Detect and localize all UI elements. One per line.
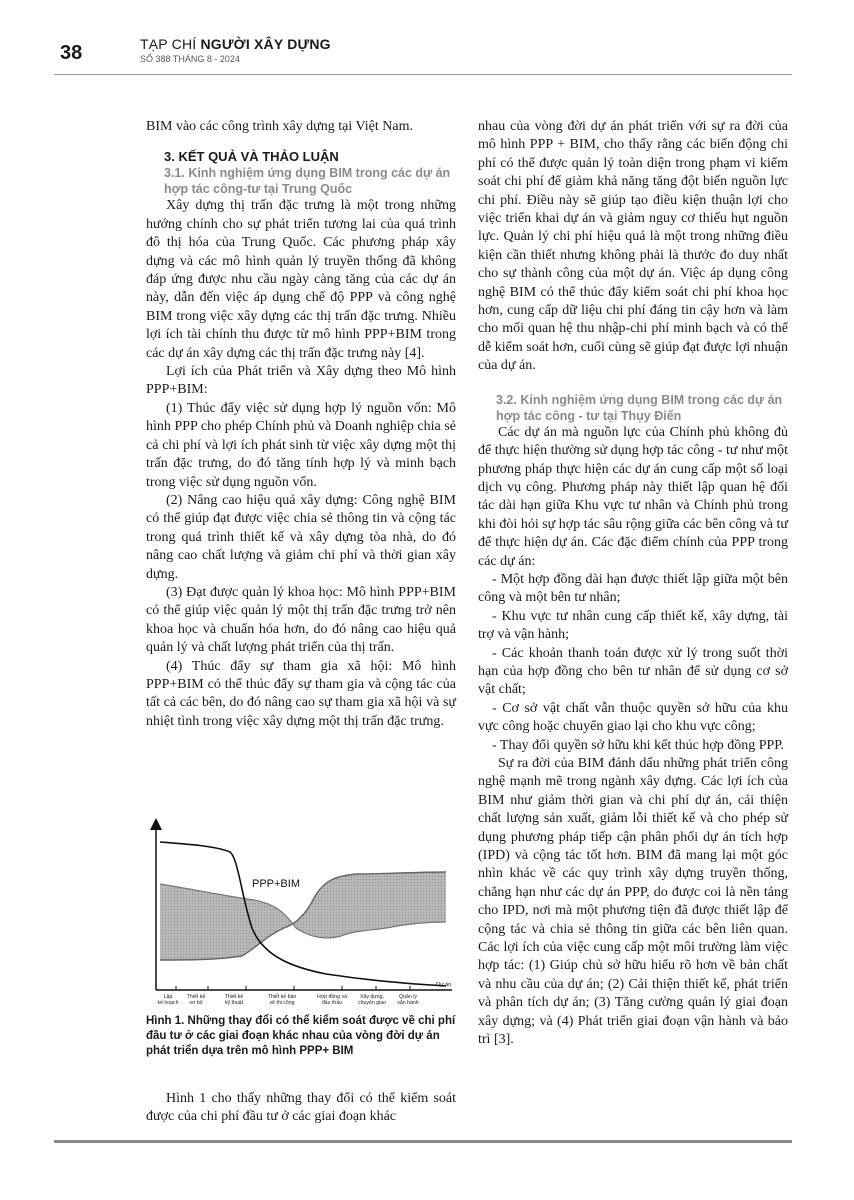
ppp-bim-label: PPP+BIM [252,878,300,890]
paragraph: (4) Thúc đẩy sự tham gia xã hội: Mô hình PPP+BIM có thể thúc đẩy sự tham gia và cộng tác của tất cả các bên, do đó nâng cao sự tham gia xã hội và sự nhiệt tình trong việc xây dựng một thị trấn đặc trưng. [146,658,456,729]
stage-label-4-a: Thiết kế bản [267,994,297,1000]
stage-label-5-b: đấu thầu [321,1000,343,1006]
figure-1 [146,818,458,1010]
stage-label-1-b: kế hoạch [157,1000,179,1006]
paragraph: Lợi ích của Phát triển và Xây dựng theo Mô hình PPP+BIM: [146,364,456,398]
paragraph: (2) Nâng cao hiệu quả xây dựng: Công nghệ BIM có thể giúp đạt được việc chia sẻ thông tin và cộng tác trong quá trình thiết kế và xây dựng tòa nhà, do đó nâng cao chất lượng và giảm chi phí và thời gian xây dựng. [146,492,456,582]
subsection-heading-2: 3.2. Kinh nghiệm ứng dụng BIM trong các dự án hợp tác công - tư tại Thụy Điển [496,392,783,423]
paragraph: Hình 1 cho thấy những thay đổi có thể kiểm soát được của chi phí đầu tư ở các giai đoạn khác [146,1091,456,1125]
paragraph: (3) Đạt được quản lý khoa học: Mô hình PPP+BIM có thể giúp việc quản lý một thị trấn đặc trưng trở nên khoa học và chuẩn hóa hơn, do đó nâng cao hiệu quả quản lý và chất lượng phát triển của thị trấn. [146,584,456,656]
footer-divider [54,1140,792,1143]
after-figure-text [146,1090,456,1127]
right-column [478,118,788,1050]
stage-label-2-b: sơ bộ [189,1000,203,1006]
paragraph: Các dự án mà nguồn lực của Chính phủ không đủ để thực hiện thường sử dụng hợp tác công - tư như một phương pháp thực hiện các dự án cung cấp một số loại dịch vụ công. Phương pháp này thiết lập quan hệ đối tác dài hạn giữa Khu vực tư nhân và Chính phủ trong khi đòi hỏi sự hợp tác sâu rộng giữa các bên công và tư để thực hiện dự án. Các đặc điểm chính của PPP trong các dự án: [478,424,788,569]
magazine-title [140,36,331,52]
section-heading: 3. KẾT QUẢ VÀ THẢO LUẬN [164,149,339,165]
list-item: - Cơ sở vật chất vẫn thuộc quyền sở hữu của khu vực công hoặc chuyển giao lại cho khu vực công; [478,700,788,735]
stage-label-5-a: Hợp đồng và [317,994,347,1000]
intro-line: BIM vào các công trình xây dựng tại Việt Nam. [146,119,413,134]
stage-label-1-a: Lập [163,994,173,1000]
stage-label-3-a: Thiết kế [224,994,244,1000]
stage-labels [157,994,418,1006]
list-item: - Các khoản thanh toán được xử lý trong suốt thời hạn của hợp đồng cho bên tư nhân để sử dụng cơ sở vật chất; [478,645,788,698]
stage-label-2-a: Thiết kế [186,994,206,1000]
paragraph: Sự ra đời của BIM đánh dấu những phát triển công nghệ mạnh mẽ trong ngành xây dựng. Các lợi ích của BIM như giảm thời gian và chi phí dự án, cải thiện chất lượng sản xuất, giảm lỗi thiết kế và cho phép sử dụng phương pháp tiếp cận phân phối dự án tích hợp (IPD) và cộng tác tốt hơn. BIM đã mang lại một góc nhìn khác về các quy trình xây dựng truyền thống, chẳng hạn như các dự án PPP, do được coi là nền tảng cho IPD, nơi mà một phương tiện đã được thiết lập để cộng tác và chia sẻ thông tin giữa các bên liên quan. Các lợi ích của việc cung cấp một môi trường làm việc hợp tác: (1) Giúp chủ sở hữu hiểu rõ hơn về bản chất và nhu cầu của dự án; (2) Cải thiện thiết kế, phát triển và phân tích dự án; (3) Tăng cường quản lý giai đoạn xây dựng; và (4) Phát triển giai đoạn vận hành và bảo trì [3]. [478,756,788,1048]
paragraph: Xây dựng thị trấn đặc trưng là một trong những hướng chính cho sự phát triển tương lai của quá trình đô thị hóa của Trung Quốc. Các phương pháp xây dựng và các mô hình quản lý truyền thống đã không đáp ứng được nhu cầu ngày càng tăng của các dự án này, dẫn đến việc áp dụng chế độ PPP và công nghệ BIM trong việc xây dựng các thị trấn đặc trưng. Nhiều lợi ích tài chính thu được từ mô hình PPP+BIM trong các dự án xây dựng các thị trấn đặc trưng này [4]. [146,198,456,361]
issue-info: SỐ 388 THÁNG 8 - 2024 [140,54,240,64]
paragraph: (1) Thúc đẩy việc sử dụng hợp lý nguồn vốn: Mô hình PPP cho phép Chính phủ và Doanh nghiệp chia sẻ cả chi phí và lợi ích phát sinh từ việc xây dựng một thị trấn đặc trưng, do đó tăng tính hợp lý và minh bạch trong việc sử dụng nguồn vốn. [146,400,456,490]
cost-lifecycle-diagram [146,818,458,1010]
magazine-name: NGƯỜI XÂY DỰNG [200,36,331,52]
list-item: - Khu vực tư nhân cung cấp thiết kế, xây dựng, tài trợ và vận hành; [478,608,788,643]
masthead [140,36,331,64]
subsection-heading-1: 3.1. Kinh nghiệm ứng dụng BIM trong các dự án hợp tác công-tư tại Trung Quốc [164,166,451,197]
stage-label-4-b: vẽ thi công [269,1000,295,1006]
list-item: - Thay đổi quyền sở hữu khi kết thúc hợp đồng PPP. [492,737,785,753]
shaded-band [160,872,446,960]
x-axis-label: Dự án [436,982,452,988]
figure-caption: Hình 1. Những thay đổi có thể kiểm soát được về chi phí đầu tư ở các giai đoạn khác nhau của vòng đời dự án phát triển dựa trên mô hình PPP+ BIM [146,1015,456,1057]
magazine-prefix: TẠP CHÍ [140,36,197,52]
stage-label-6-b: chuyển giao [358,1000,386,1006]
paragraph: nhau của vòng đời dự án phát triển với sự ra đời của mô hình PPP + BIM, cho thấy rằng các biến động chi phí có thể được quản lý toàn diện trong phạm vi kiểm soát chi phí để giảm khả năng tăng đột biến nguồn lực chi phí. Điều này sẽ giúp tạo điều kiện thuận lợi cho việc triển khai dự án và giảm nguy cơ thiếu hụt nguồn lực. Quản lý chi phí hiệu quả là một trong những điều kiện cần thiết nhưng không phải là thước đo duy nhất cho sự thành công của một dự án. Việc áp dụng công nghệ BIM có thể thúc đẩy kiểm soát chi phí khoa học hơn, cung cấp dữ liệu chi phí đáng tin cậy hơn và làm cho mối quan hệ thu nhập-chi phí minh bạch và có thể dễ kiểm soát hơn, cuối cùng sẽ giúp đạt được lợi nhuận của dự án. [478,119,788,374]
header-divider [54,74,792,75]
page-number: 38 [60,42,83,64]
list-item: - Một hợp đồng dài hạn được thiết lập giữa một bên công và một bên tư nhân; [478,571,788,606]
stage-label-7-b: vận hành [397,1000,419,1006]
stage-label-7-a: Quản lý [399,994,417,1000]
stage-label-6-a: Xây dựng, [360,994,384,1000]
left-column [146,118,456,731]
stage-label-3-b: kỹ thuật [224,1000,244,1006]
